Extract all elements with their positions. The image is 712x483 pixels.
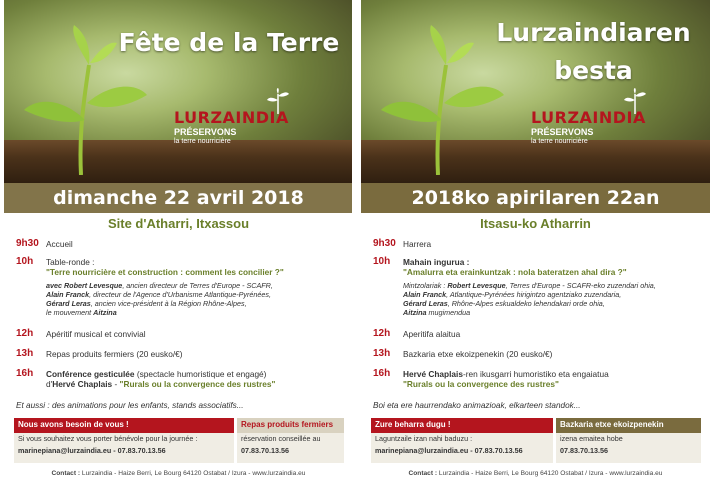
speaker-name: Aitzina	[403, 308, 427, 317]
performer-name: Hervé Chaplais	[52, 379, 113, 389]
speaker-role: , directeur de l'Agence d'Urbanisme Atlantique-Pyrénées,	[89, 290, 272, 299]
speaker-role: , Rhône-Alpes eskualdeko lehendakari orde ohia,	[447, 299, 605, 308]
speaker-prefix: le mouvement	[46, 308, 94, 317]
speaker-name: Alain Franck	[403, 290, 447, 299]
speaker-name: Alain Franck	[46, 290, 90, 299]
meal-box	[237, 418, 344, 463]
speaker-name: Aitzina	[93, 308, 117, 317]
volunteer-box	[14, 418, 234, 463]
speaker-suffix: mugimendua	[426, 308, 471, 317]
volunteer-box-title: Zure beharra dugu !	[371, 418, 553, 433]
schedule-text: Aperitifa alaitua	[403, 329, 461, 339]
panel-divider	[352, 0, 358, 483]
volunteer-box	[371, 418, 553, 463]
schedule-line	[403, 369, 703, 379]
speaker-line	[403, 299, 703, 308]
schedule-text: Bazkaria etxe ekoizpenekin (20 eusko/€)	[403, 349, 553, 359]
meal-box-text: réservation conseillée au	[241, 434, 321, 443]
schedule-content	[46, 257, 346, 317]
schedule-time: 9h30	[373, 238, 396, 249]
speaker-name: Robert Levesque	[447, 281, 506, 290]
speaker-line	[46, 281, 346, 290]
schedule-time: 16h	[373, 368, 391, 379]
footer	[361, 470, 710, 477]
hero-title-line1: Lurzaindiaren	[496, 18, 691, 47]
volunteer-email-link[interactable]: marinepiana@lurzaindia.eu	[18, 446, 112, 455]
schedule-content	[46, 369, 346, 389]
schedule-time: 13h	[16, 348, 34, 359]
meal-box-title: Repas produits fermiers	[237, 418, 344, 433]
speaker-line	[403, 290, 703, 299]
schedule-quote: "Amalurra eta erainkuntzak : nola bateratzen ahal dira ?"	[403, 267, 627, 277]
volunteer-box-title: Nous avons besoin de vous !	[14, 418, 234, 433]
volunteer-contact	[371, 445, 553, 457]
info-boxes	[371, 418, 701, 463]
speaker-role: , ancien directeur de Terres d'Europe - SCAFR,	[122, 281, 273, 290]
schedule-content	[403, 369, 703, 389]
schedule-prefix: d'	[46, 379, 53, 389]
lurzaindia-logo	[531, 88, 651, 158]
schedule-time: 16h	[16, 368, 34, 379]
volunteer-box-text: Si vous souhaitez vous porter bénévole pour la journée :	[18, 434, 198, 443]
schedule-quote: "Rurals ou la convergence des rustres"	[403, 379, 559, 389]
meal-box-title: Bazkaria etxe ekoizpenekin	[556, 418, 701, 433]
meal-box-text: izena emaitea hobe	[560, 434, 623, 443]
volunteer-phone: - 07.83.70.13.56	[468, 446, 523, 455]
schedule-time: 13h	[373, 348, 391, 359]
hero-title: Fête de la Terre	[118, 28, 340, 57]
hero-image	[361, 0, 710, 183]
logo-tagline: PRÉSERVONS	[531, 127, 594, 137]
schedule-bold: Conférence gesticulée	[46, 369, 135, 379]
speaker-line	[403, 281, 703, 290]
event-date: dimanche 22 avril 2018	[4, 183, 353, 213]
footer	[4, 470, 353, 477]
speaker-role: , Atlantique-Pyrénées hirigintzo agentziako zuzendaria,	[446, 290, 622, 299]
schedule-time: 12h	[16, 328, 34, 339]
event-place: Itsasu-ko Atharrin	[480, 216, 591, 231]
schedule-line	[46, 369, 346, 379]
event-place: Site d'Atharri, Itxassou	[107, 216, 250, 231]
volunteer-email-link[interactable]: marinepiana@lurzaindia.eu	[375, 446, 469, 455]
footer-label: Contact :	[51, 470, 81, 477]
speaker-line	[46, 308, 346, 317]
schedule-line	[46, 379, 346, 389]
volunteer-phone: - 07.83.70.13.56	[111, 446, 166, 455]
schedule-time: 9h30	[16, 238, 39, 249]
speaker-name: Gérard Leras	[403, 299, 448, 308]
schedule-time: 10h	[16, 256, 34, 267]
meal-phone: 07.83.70.13.56	[241, 446, 289, 455]
hero-image	[4, 0, 353, 183]
schedule-text: (spectacle humoristique et engagé)	[134, 369, 267, 379]
schedule-text: Harrera	[403, 239, 432, 249]
hero-title	[481, 14, 706, 90]
schedule-content	[403, 257, 703, 317]
footer-text: Lurzaindia - Haize Berri, Le Bourg 64120 Ostabat / Izura - www.lurzaindia.eu	[437, 470, 663, 477]
schedule-text: Repas produits fermiers (20 eusko/€)	[46, 349, 183, 359]
logo-brand: LURZAINDIA	[174, 108, 289, 127]
speaker-prefix: Mintzolariak :	[403, 281, 448, 290]
schedule-quote: "Terre nourricière et construction : comment les concilier ?"	[46, 267, 284, 277]
speaker-line	[46, 299, 346, 308]
logo-brand: LURZAINDIA	[531, 108, 646, 127]
logo-subtagline: la terre nourricière	[174, 138, 231, 145]
schedule-title: Table-ronde :	[46, 257, 95, 267]
logo-subtagline: la terre nourricière	[531, 138, 588, 145]
meal-phone: 07.83.70.13.56	[560, 446, 608, 455]
schedule-time: 12h	[373, 328, 391, 339]
speaker-line	[46, 290, 346, 299]
footer-text: Lurzaindia - Haize Berri, Le Bourg 64120 Ostabat / Izura - www.lurzaindia.eu	[80, 470, 306, 477]
info-boxes	[14, 418, 344, 463]
flyer-french	[4, 0, 353, 483]
hero-title-line2: besta	[554, 56, 633, 85]
flyer-basque	[361, 0, 710, 483]
performer-name: Hervé Chaplais	[403, 369, 463, 379]
lurzaindia-logo	[174, 88, 294, 158]
volunteer-contact	[14, 445, 234, 457]
speaker-name: avec Robert Levesque	[46, 281, 123, 290]
schedule-text: Apéritif musical et convivial	[46, 329, 146, 339]
speaker-role: , ancien vice-président à la Région Rhône-Alpes,	[90, 299, 247, 308]
schedule-text: -ren ikusgarri humoristiko eta engaiatua	[462, 369, 609, 379]
logo-tagline: PRÉSERVONS	[174, 127, 237, 137]
footer-label: Contact :	[408, 470, 438, 477]
schedule-quote: "Rurals ou la convergence des rustres"	[119, 379, 276, 389]
speaker-name: Gérard Leras	[46, 299, 91, 308]
also-text: Et aussi : des animations pour les enfants, stands associatifs...	[16, 401, 244, 410]
volunteer-box-text: Laguntzaile izan nahi baduzu :	[375, 434, 473, 443]
schedule-text: Accueil	[46, 239, 73, 249]
also-text: Boi eta ere haurrendako animazioak, elkarteen standok...	[373, 401, 581, 410]
speaker-line	[403, 308, 703, 317]
schedule-title: Mahain ingurua :	[403, 257, 470, 267]
speaker-role: , Terres d'Europe - SCAFR-eko zuzendari ohia,	[505, 281, 656, 290]
schedule-time: 10h	[373, 256, 391, 267]
separator: -	[112, 379, 120, 389]
meal-box	[556, 418, 701, 463]
event-date: 2018ko apirilaren 22an	[361, 183, 710, 213]
